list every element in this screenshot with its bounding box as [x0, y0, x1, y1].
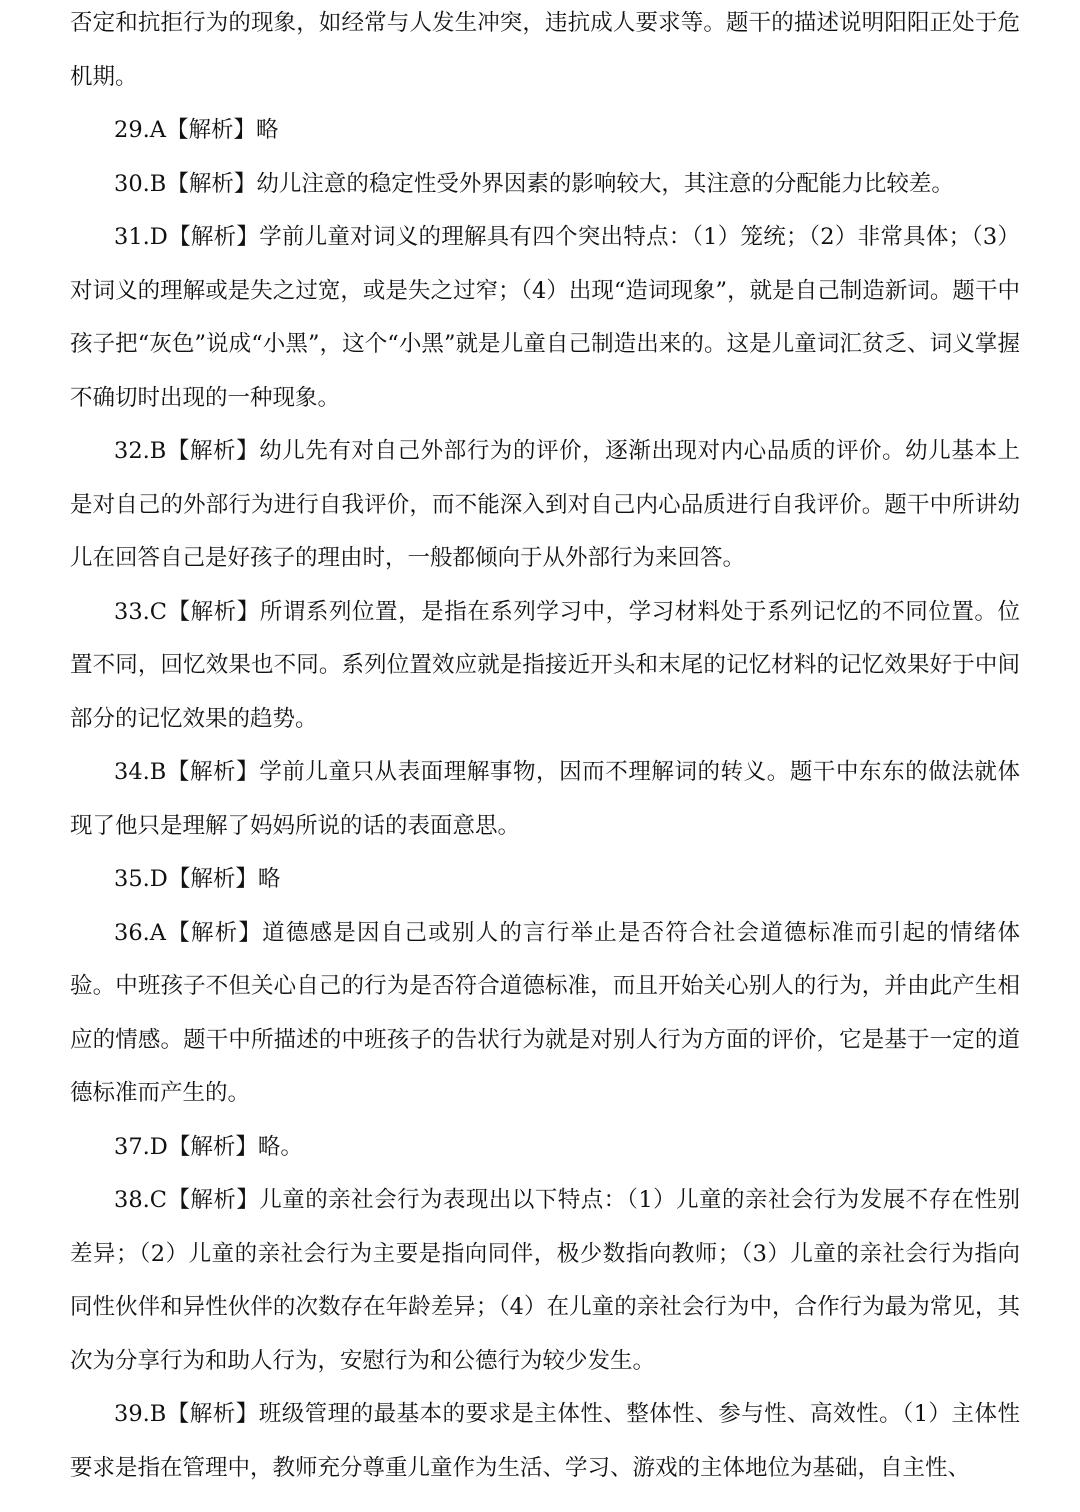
analysis-text: 班级管理的最基本的要求是主体性、整体性、参与性、高效性。（1）主体性要求是指在管理中，教师充分尊重儿童作为生活、学习、游戏的主体地位为基础，自主性、: [70, 1401, 1020, 1481]
analysis-tag: 【解析】: [167, 866, 258, 892]
analysis-text: 学前儿童只从表面理解事物，因而不理解词的转义。题干中东东的做法就体现了他只是理解了妈妈所说的话的表面意思。: [70, 759, 1020, 839]
analysis-tag: 【解析】: [166, 759, 260, 785]
analysis-text: 略: [256, 117, 279, 143]
answer-number: 35.D: [114, 866, 168, 892]
analysis-tag: 【解析】: [166, 1401, 259, 1427]
answer-39: [70, 1388, 1020, 1495]
answer-number: 30.B: [114, 170, 167, 197]
answer-37: [70, 1121, 1020, 1175]
analysis-tag: 【解析】: [166, 117, 257, 143]
analysis-text: 略。: [257, 1133, 303, 1160]
answer-number: 38.C: [114, 1187, 167, 1213]
analysis-text: 道德感是因自己或别人的言行举止是否符合社会道德标准而引起的情绪体验。中班孩子不但关心自己的行为是否符合道德标准，而且开始关心别人的行为，并由此产生相应的情感。题干中所描述的中班孩子的告状行为就是对别人行为方面的评价，它是基于一定的道德标准而产生的。: [70, 919, 1020, 1106]
analysis-tag: 【解析】: [167, 1187, 260, 1213]
analysis-tag: 【解析】: [167, 598, 260, 625]
answer-number: 29.A: [114, 117, 167, 143]
analysis-text: 儿童的亲社会行为表现出以下特点：（1）儿童的亲社会行为发展不存在性别差异；（2）儿童的亲社会行为主要是指向同伴，极少数指向教师；（3）儿童的亲社会行为指向同性伙伴和异性伙伴的次数存在年龄差异；（4）在儿童的亲社会行为中，合作行为最为常见，其次为分享行为和助人行为，安慰行为和公德行为较少发生。: [70, 1187, 1020, 1374]
analysis-tag: 【解析】: [167, 1133, 258, 1160]
answer-31: [70, 211, 1020, 425]
answer-30: [70, 158, 1020, 212]
answer-33: [70, 586, 1020, 747]
answer-32: [70, 425, 1020, 586]
answer-38: [70, 1174, 1020, 1388]
analysis-text: 幼儿注意的稳定性受外界因素的影响较大，其注意的分配能力比较差。: [256, 170, 954, 197]
analysis-text: 幼儿先有对自己外部行为的评价，逐渐出现对内心品质的评价。幼儿基本上是对自己的外部行为进行自我评价，而不能深入到对自己内心品质进行自我评价。题干中所讲幼儿在回答自己是好孩子的理由时，一般都倾向于从外部行为来回答。: [70, 438, 1020, 571]
answer-number: 36.A: [114, 919, 167, 946]
answer-36: [70, 907, 1020, 1121]
analysis-tag: 【解析】: [166, 438, 260, 464]
analysis-tag: 【解析】: [166, 919, 263, 946]
answer-number: 39.B: [114, 1401, 167, 1427]
answer-34: [70, 746, 1020, 853]
answer-29: [70, 104, 1020, 158]
analysis-tag: 【解析】: [167, 224, 260, 250]
answer-35: [70, 853, 1020, 907]
answer-number: 32.B: [114, 438, 167, 464]
analysis-text: 略: [257, 866, 281, 892]
answer-number: 31.D: [114, 224, 168, 250]
answer-number: 33.C: [114, 598, 167, 625]
analysis-text: 所谓系列位置，是指在系列学习中，学习材料处于系列记忆的不同位置。位置不同，回忆效果也不同。系列位置效应就是指接近开头和末尾的记忆材料的记忆效果好于中间部分的记忆效果的趋势。: [70, 598, 1020, 732]
intro-paragraph: 否定和抗拒行为的现象，如经常与人发生冲突，违抗成人要求等。题干的描述说明阳阳正处于危机期。: [70, 10, 1020, 90]
analysis-text: 学前儿童对词义的理解具有四个突出特点：（1）笼统；（2）非常具体；（3）对词义的理解或是失之过宽，或是失之过窄；（4）出现“造词现象”，就是自己制造新词。题干中孩子把“灰色”说成“小黑”，这个“小黑”就是儿童自己制造出来的。这是儿童词汇贫乏、词义掌握不确切时出现的一种现象。: [70, 224, 1020, 411]
answer-number: 37.D: [114, 1133, 168, 1160]
analysis-tag: 【解析】: [166, 170, 257, 197]
answer-number: 34.B: [114, 759, 167, 785]
answer-explanation-page: [70, 0, 1020, 1495]
